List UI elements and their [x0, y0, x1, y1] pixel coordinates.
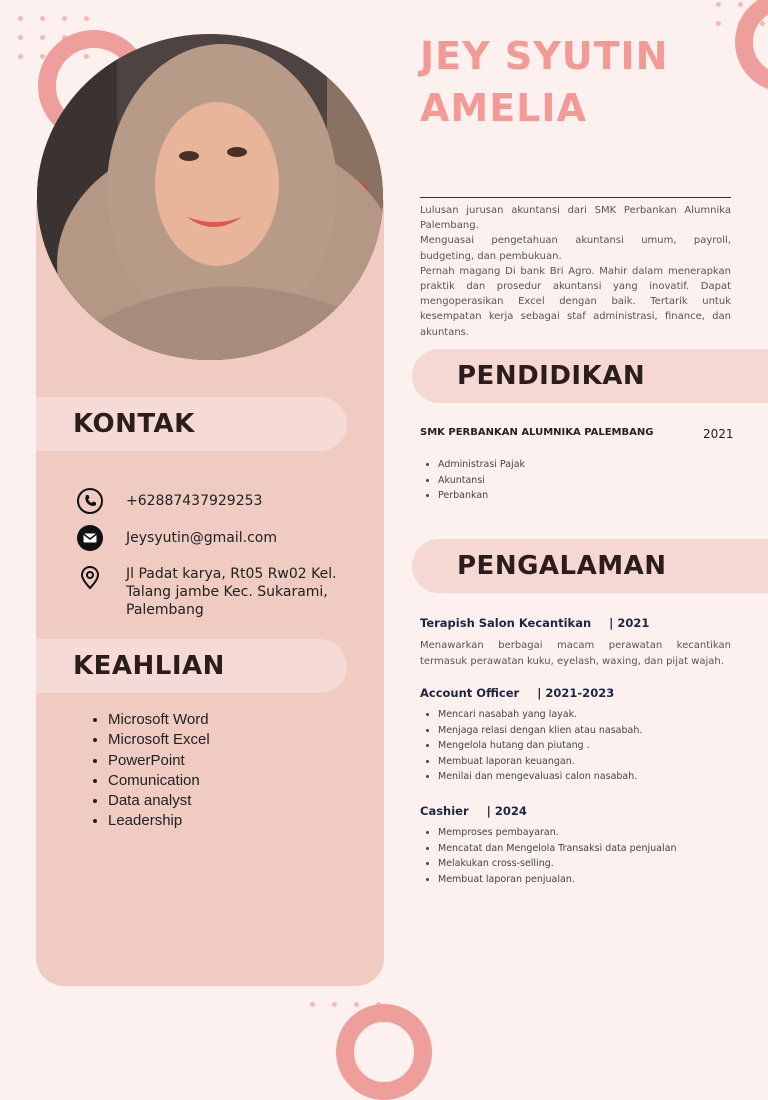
skill-item: • Data analyst: [108, 791, 210, 811]
job-title: Account Officer: [420, 686, 520, 700]
email-address: Jeysyutin@gmail.com: [126, 530, 277, 546]
address-line: Talang jambe Kec. Sukarami,: [126, 584, 328, 600]
skill-item: • Comunication: [108, 771, 210, 791]
subject-item: • Administrasi Pajak: [438, 457, 525, 473]
job-period: | 2024: [486, 804, 527, 818]
profile-summary: [420, 203, 731, 340]
summary-paragraph: Pernah magang Di bank Bri Agro. Mahir dalam menerapkan praktik dan prosedur akuntansi yang inovatif. Dapat mengoperasikan Excel dengan baik. Tertarik untuk kesempatan kerja sebagai staf administrasi, finance, dan akuntans.: [420, 265, 731, 338]
job-task: • Mengelola hutang dan piutang .: [438, 738, 642, 754]
education-year: 2021: [703, 427, 734, 441]
section-header-education: [412, 349, 768, 403]
skill-item: • Leadership: [108, 811, 210, 831]
skills-list: [90, 710, 210, 832]
skill-item: • Microsoft Word: [108, 710, 210, 730]
job-task: • Mencari nasabah yang layak.: [438, 707, 642, 723]
job-period: | 2021: [609, 616, 650, 630]
profile-photo: [37, 34, 383, 360]
education-subjects: [420, 457, 525, 504]
job-task-list: [420, 707, 642, 785]
job-task: • Menilai dan mengevaluasi calon nasabah.: [438, 769, 642, 785]
name-line-1: JEY SYUTIN: [420, 34, 669, 78]
skill-item: • PowerPoint: [108, 751, 210, 771]
phone-number: +62887437929253: [126, 493, 263, 509]
section-header-skills: [36, 639, 347, 693]
job-title: Terapish Salon Kecantikan: [420, 616, 592, 630]
name-line-2: AMELIA: [420, 86, 587, 130]
section-header-contact: [36, 397, 347, 451]
subject-item: • Perbankan: [438, 488, 525, 504]
job-title: Cashier: [420, 804, 469, 818]
job-task-list: [420, 825, 676, 887]
skill-item: • Microsoft Excel: [108, 730, 210, 750]
section-title-experience: PENGALAMAN: [457, 551, 667, 581]
job-entry-title: [420, 616, 649, 630]
section-title-education: PENDIDIKAN: [457, 361, 646, 391]
job-task: • Membuat laporan keuangan.: [438, 754, 642, 770]
summary-paragraph: Menguasai pengetahuan akuntansi umum, payroll, budgeting, dan pembukuan.: [420, 235, 731, 262]
subject-item: • Akuntansi: [438, 473, 525, 489]
job-task: • Mencatat dan Mengelola Transaksi data penjualan: [438, 841, 676, 857]
job-task: • Menjaga relasi dengan klien atau nasabah.: [438, 723, 642, 739]
job-entry-title: [420, 686, 614, 700]
divider: [420, 197, 731, 198]
education-school: SMK PERBANKAN ALUMNIKA PALEMBANG: [420, 427, 654, 438]
location-pin-icon: [76, 564, 104, 592]
section-header-experience: [412, 539, 768, 593]
address-line: Palembang: [126, 602, 204, 618]
job-task: • Membuat laporan penjualan.: [438, 872, 676, 888]
phone-icon: [76, 487, 104, 515]
job-task: • Melakukan cross-selling.: [438, 856, 676, 872]
section-title-contact: KONTAK: [73, 409, 195, 439]
summary-paragraph: Lulusan jurusan akuntansi dari SMK Perbankan Alumnika Palembang.: [420, 205, 731, 232]
full-name: [420, 30, 750, 134]
job-period: | 2021-2023: [537, 686, 615, 700]
decorative-ring-bottom: [336, 1004, 432, 1100]
job-task: • Memproses pembayaran.: [438, 825, 676, 841]
section-title-skills: KEAHLIAN: [73, 651, 225, 681]
address-line: Jl Padat karya, Rt05 Rw02 Kel.: [126, 566, 337, 582]
job-entry-title: [420, 804, 527, 818]
mail-icon: [76, 524, 104, 552]
job-description: Menawarkan berbagai macam perawatan kecantikan termasuk perawatan kuku, eyelash, waxing, dan pijat wajah.: [420, 640, 731, 667]
